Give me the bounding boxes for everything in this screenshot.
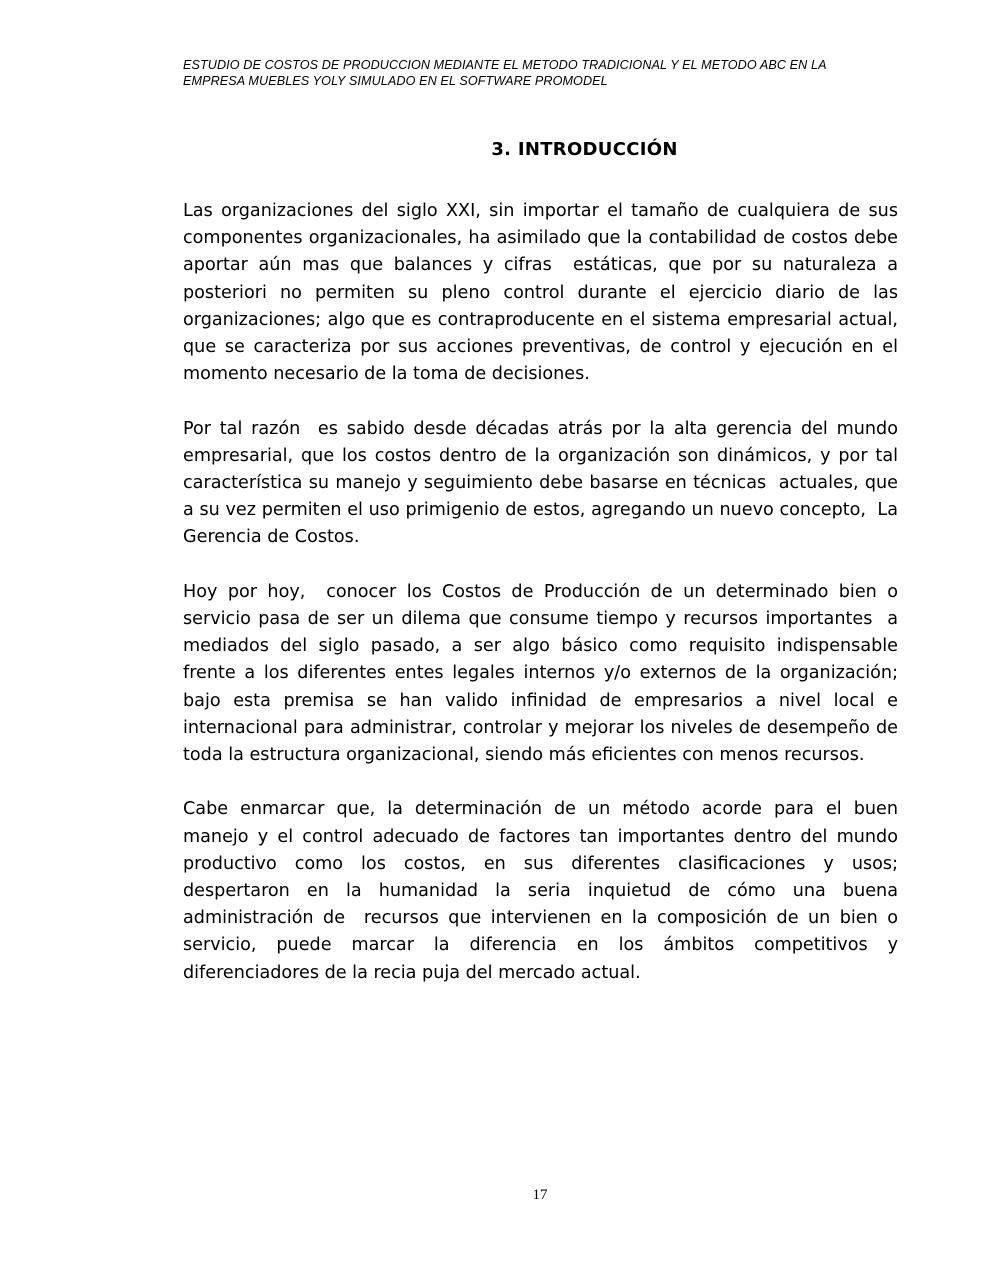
paragraph-2: Por tal razón es sabido desde décadas atrás por la alta gerencia del mundo empresarial, que los costos dentro de la organización son dinámicos, y por tal característica su manejo y seguimiento debe basarse en técnicas actuales, que a su vez permiten el uso primigenio de estos, agregando un nuevo concepto, La Gerencia de Costos. [183,418,910,548]
page-number: 17 [532,1187,548,1203]
paragraph-4: Cabe enmarcar que, la determinación de un método acorde para el buen manejo y el control adecuado de factores tan importantes dentro del mundo productivo como los costos, en sus diferentes clasificaciones y usos; despertaron en la humanidad la seria inquietud de cómo una buena administración de recursos que intervienen en la composición de un bien o servicio, puede marcar la diferencia en los ámbitos competitivos y diferenciadores de la recia puja del mercado actual. [183,799,904,983]
section-title: 3. INTRODUCCIÓN [491,139,678,160]
body-text [183,198,910,1014]
paragraph-1: Las organizaciones del siglo XXI, sin importar el tamaño de cualquiera de sus componentes organizacionales, ha asimilado que la contabilidad de costos debe aportar aún mas que balances y cifras estáticas, que por su naturaleza a posteriori no permiten su pleno control durante el ejercicio diario de las organizaciones; algo que es contraproducente en el sistema empresarial actual, que se caracteriza por sus acciones preventivas, de control y ejecución en el momento necesario de la toma de decisiones. [183,201,904,385]
running-header-line-2: EMPRESA MUEBLES YOLY SIMULADO EN EL SOFTWARE PROMODEL [183,74,608,88]
running-header [183,57,898,89]
paragraph-3: Hoy por hoy, conocer los Costos de Producción de un determinado bien o servicio pasa de ser un dilema que consume tiempo y recursos importantes a mediados del siglo pasado, a ser algo básico como requisito indispensable frente a los diferentes entes legales internos y/o externos de la organización; bajo esta premisa se han valido infinidad de empresarios a nivel local e internacional para administrar, controlar y mejorar los niveles de desempeño de toda la estructura organizacional, siendo más eficientes con menos recursos. [183,581,910,766]
running-header-line-1: ESTUDIO DE COSTOS DE PRODUCCION MEDIANTE EL METODO TRADICIONAL Y EL METODO ABC EN LA [183,58,827,72]
